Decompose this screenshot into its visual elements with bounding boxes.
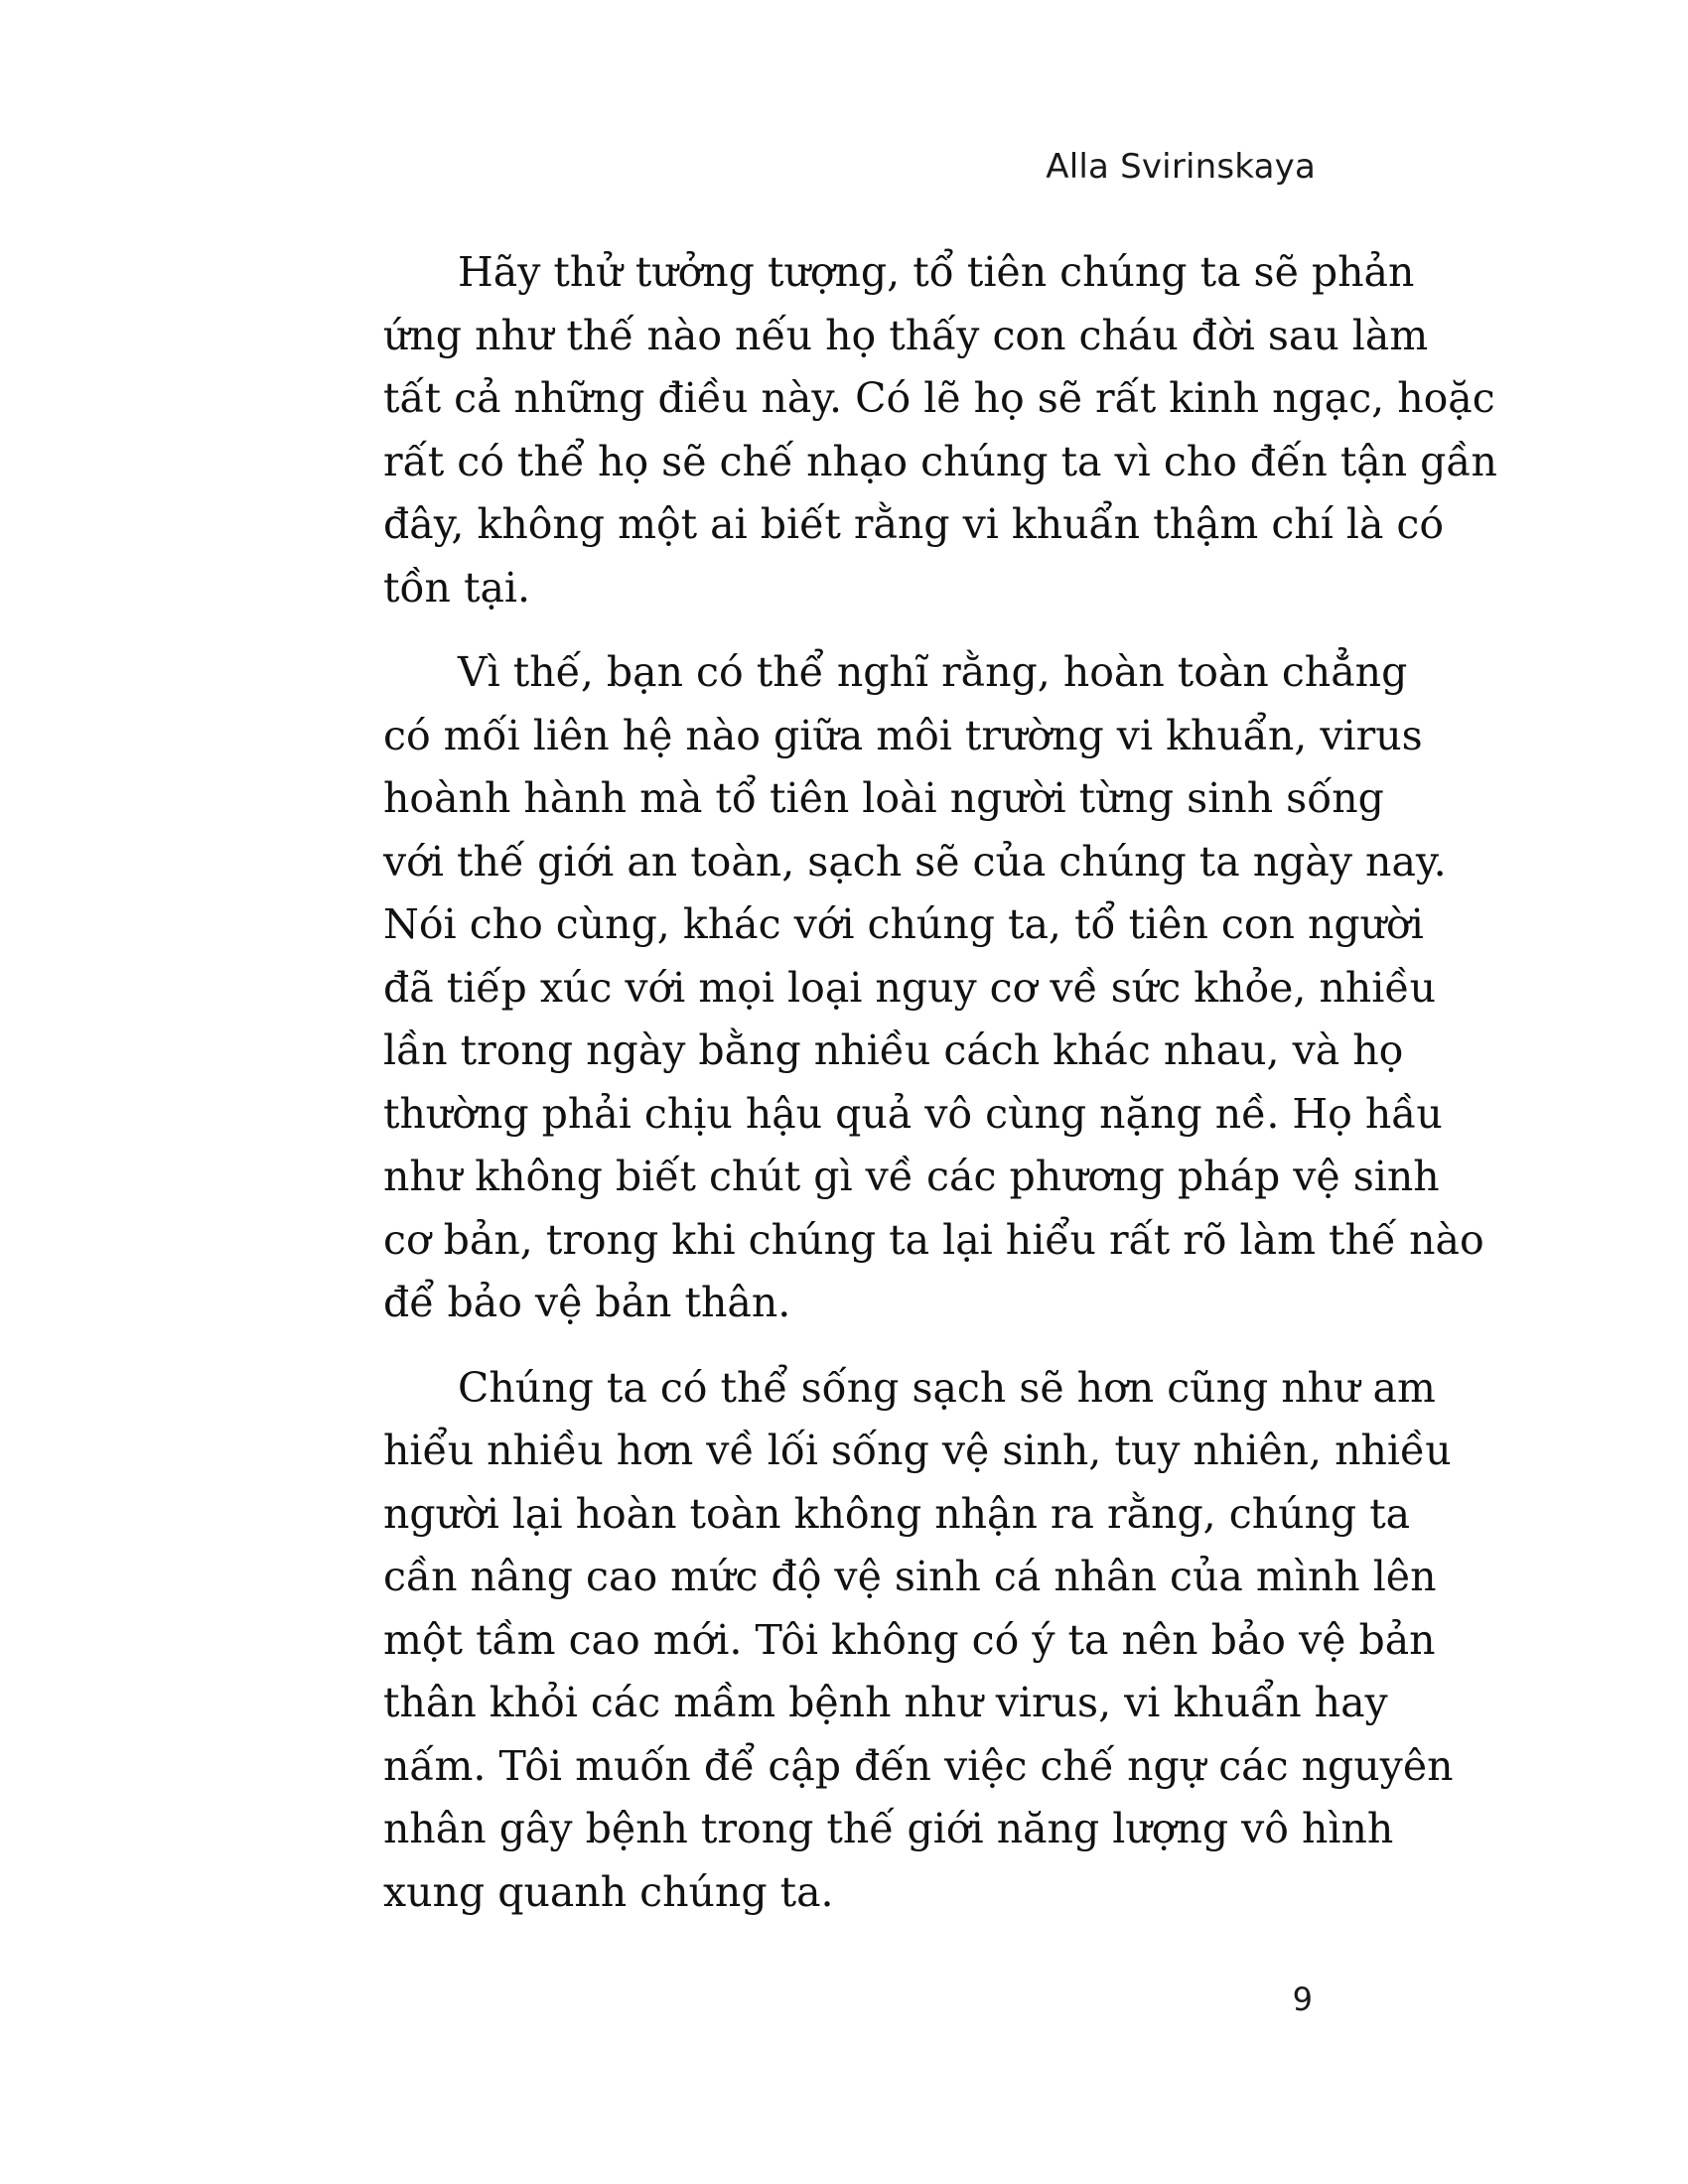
text-line: nhân gây bệnh trong thế giới năng lượng vô hình [383, 1805, 1394, 1852]
text-line: thường phải chịu hậu quả vô cùng nặng nề. Họ hầu [383, 1089, 1443, 1138]
text-line: cần nâng cao mức độ vệ sinh cá nhân của mình lên [383, 1553, 1437, 1600]
text-line: một tầm cao mới. Tôi không có ý ta nên bảo vệ bản [383, 1615, 1436, 1664]
text-line: Chúng ta có thể sống sạch sẽ hơn cũng như am [458, 1363, 1436, 1412]
text-line: hiểu nhiều hơn về lối sống vệ sinh, tuy nhiên, nhiều [383, 1427, 1452, 1474]
text-line: để bảo vệ bản thân. [383, 1279, 791, 1326]
text-line: lần trong ngày bằng nhiều cách khác nhau, và họ [383, 1026, 1404, 1074]
body-text [383, 241, 1497, 1946]
paragraph-2 [383, 641, 1484, 1335]
text-line: cơ bản, trong khi chúng ta lại hiểu rất rõ làm thế nào [383, 1215, 1484, 1264]
paragraph-3 [383, 1357, 1454, 1925]
text-line: Hãy thử tưởng tượng, tổ tiên chúng ta sẽ phản [458, 248, 1415, 296]
text-line: tồn tại. [383, 563, 531, 612]
text-line: người lại hoàn toàn không nhận ra rằng, chúng ta [383, 1489, 1411, 1538]
text-line: có mối liên hệ nào giữa môi trường vi khuẩn, virus [383, 711, 1423, 759]
text-line: thân khỏi các mầm bệnh như virus, vi khuẩn hay [383, 1679, 1388, 1726]
text-line: đây, không một ai biết rằng vi khuẩn thậm chí là có [383, 500, 1445, 548]
running-head-author: Alla Svirinskaya [1046, 147, 1316, 187]
text-line: xung quanh chúng ta. [383, 1867, 834, 1916]
text-line: tất cả những điều này. Có lẽ họ sẽ rất kinh ngạc, hoặc [383, 374, 1495, 422]
paragraph-1 [383, 241, 1497, 619]
text-line: Vì thế, bạn có thể nghĩ rằng, hoàn toàn chẳng [458, 648, 1408, 696]
page-number: 9 [1292, 1980, 1313, 2018]
text-line: với thế giới an toàn, sạch sẽ của chúng ta ngày nay. [383, 837, 1447, 886]
text-line: ứng như thế nào nếu họ thấy con cháu đời sau làm [383, 311, 1429, 359]
text-line: Nói cho cùng, khác với chúng ta, tổ tiên con người [383, 900, 1424, 948]
text-line: như không biết chút gì về các phương pháp vệ sinh [383, 1153, 1440, 1200]
text-line: nấm. Tôi muốn để cập đến việc chế ngự các nguyên [383, 1741, 1454, 1790]
text-line: rất có thể họ sẽ chế nhạo chúng ta vì cho đến tận gần [383, 437, 1497, 485]
text-line: hoành hành mà tổ tiên loài người từng sinh sống [383, 774, 1384, 822]
text-line: đã tiếp xúc với mọi loại nguy cơ về sức khỏe, nhiều [383, 963, 1437, 1012]
